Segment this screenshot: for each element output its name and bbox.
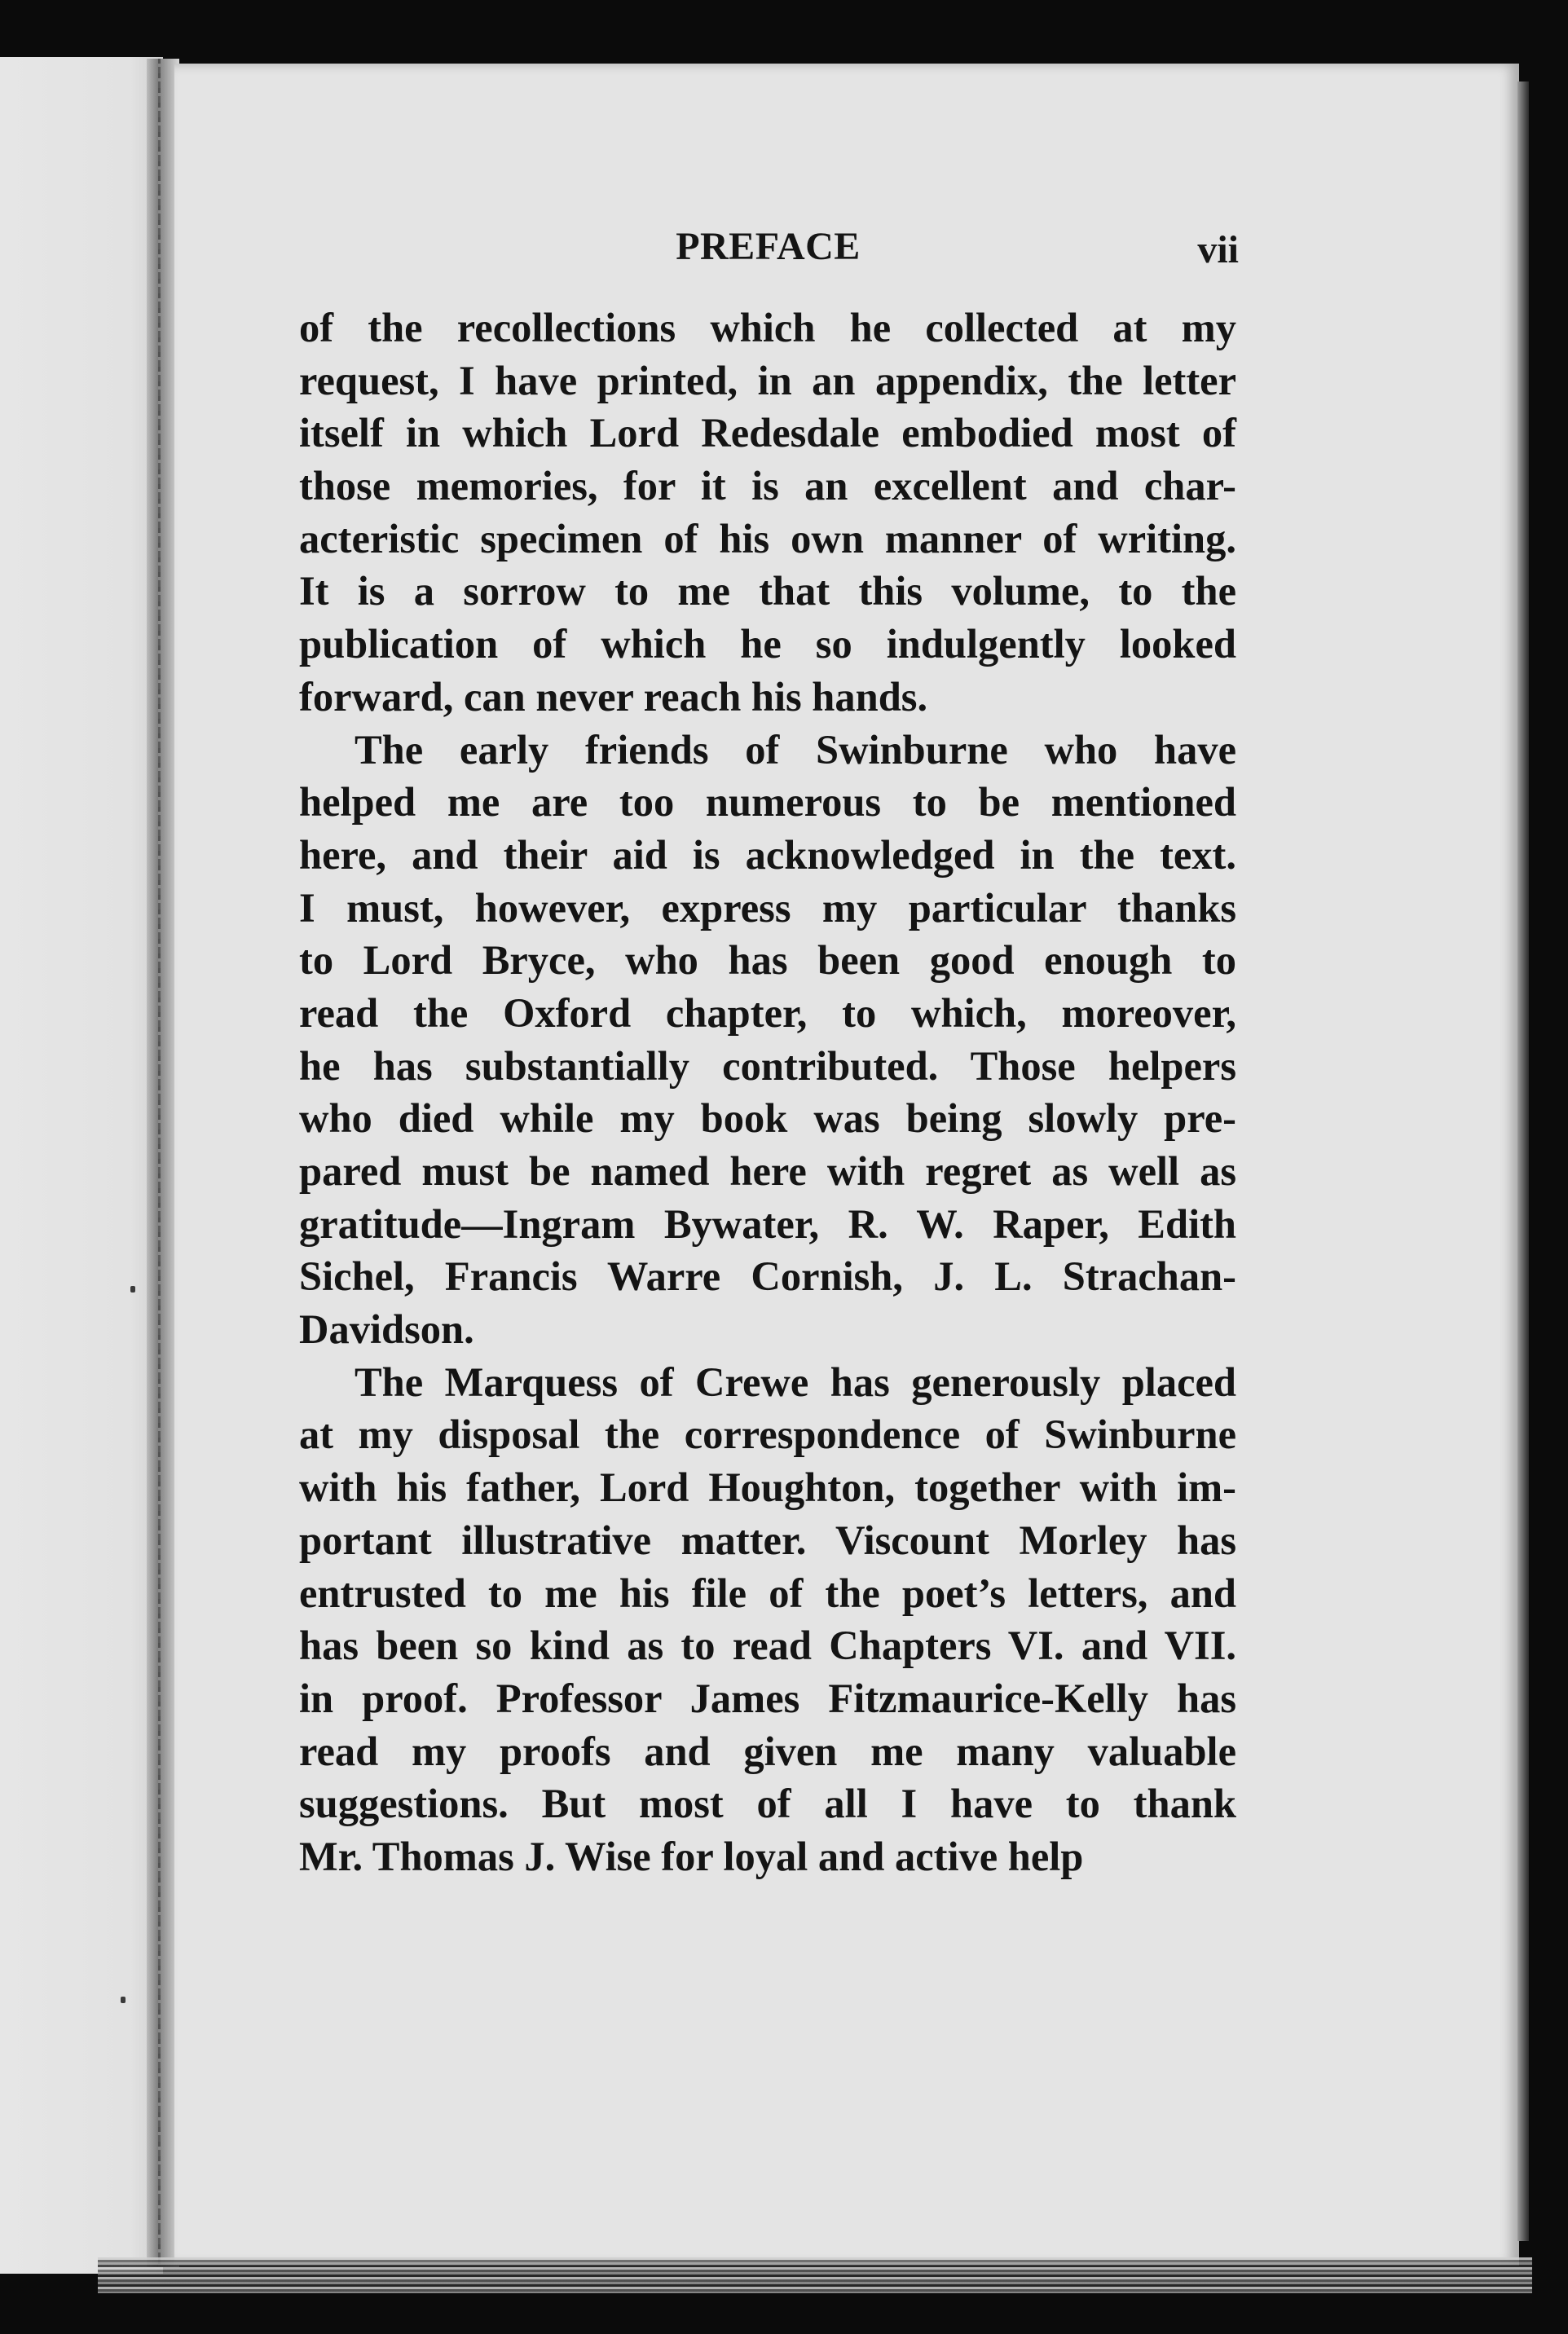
running-head: PREFACE [676,225,861,268]
text-line: I must, however, express my particular thanks [299,884,1236,931]
text-line: with his father, Lord Houghton, together with im- [299,1464,1236,1511]
scan-speck [130,1286,135,1293]
text-line: Sichel, Francis Warre Cornish, J. L. Strachan- [299,1253,1236,1300]
text-line: It is a sorrow to me that this volume, to the [299,568,1236,614]
text-line: itself in which Lord Redesdale embodied most of [299,410,1236,456]
text-line: to Lord Bryce, who has been good enough to [299,937,1236,984]
facing-page-edge [0,57,163,2274]
text-line: who died while my book was being slowly pre- [299,1095,1236,1142]
text-line: at my disposal the correspondence of Swinburne [299,1411,1236,1458]
page-stack-bottom [98,2257,1532,2293]
text-line: publication of which he so indulgently looked [299,621,1236,667]
text-line: forward, can never reach his hands. [299,673,928,720]
text-line: of the recollections which he collected at my [299,305,1236,350]
text-line: he has substantially contributed. Those helpers [299,1042,1236,1089]
text-line: pared must be named here with regret as well as [299,1148,1236,1194]
text-line: here, and their aid is acknowledged in the text. [299,831,1236,878]
text-line: read the Oxford chapter, to which, moreover, [299,989,1236,1036]
page-header [302,224,1239,273]
text-line: Davidson. [299,1306,474,1353]
paragraph [299,1356,1236,1883]
text-line: request, I have printed, in an appendix, the letter [299,357,1236,403]
paragraph [299,724,1236,1356]
text-line: Mr. Thomas J. Wise for loyal and active help [299,1833,1084,1879]
text-line: The Marquess of Crewe has generously placed [355,1359,1236,1405]
text-line: portant illustrative matter. Viscount Morley has [299,1517,1236,1563]
page-number: vii [1197,228,1239,271]
page-edge-shadow [1517,81,1529,2241]
text-line: suggestions. But most of all I have to thank [299,1781,1236,1827]
paragraph [299,302,1236,724]
text-line: entrusted to me his file of the poet’s letters, and [299,1570,1236,1616]
body-text [299,302,1236,1883]
text-line: helped me are too numerous to be mentioned [299,779,1236,826]
text-line: those memories, for it is an excellent and char- [299,463,1236,509]
text-line: The early friends of Swinburne who have [355,726,1236,773]
text-line: read my proofs and given me many valuable [299,1728,1236,1774]
scan-speck [121,1997,126,2003]
text-line: in proof. Professor James Fitzmaurice-Kelly has [299,1675,1236,1721]
text-line: acteristic specimen of his own manner of writing. [299,515,1236,561]
text-line: gratitude—Ingram Bywater, R. W. Raper, Edith [299,1200,1236,1247]
text-line: has been so kind as to read Chapters VI. and VII. [299,1623,1236,1669]
